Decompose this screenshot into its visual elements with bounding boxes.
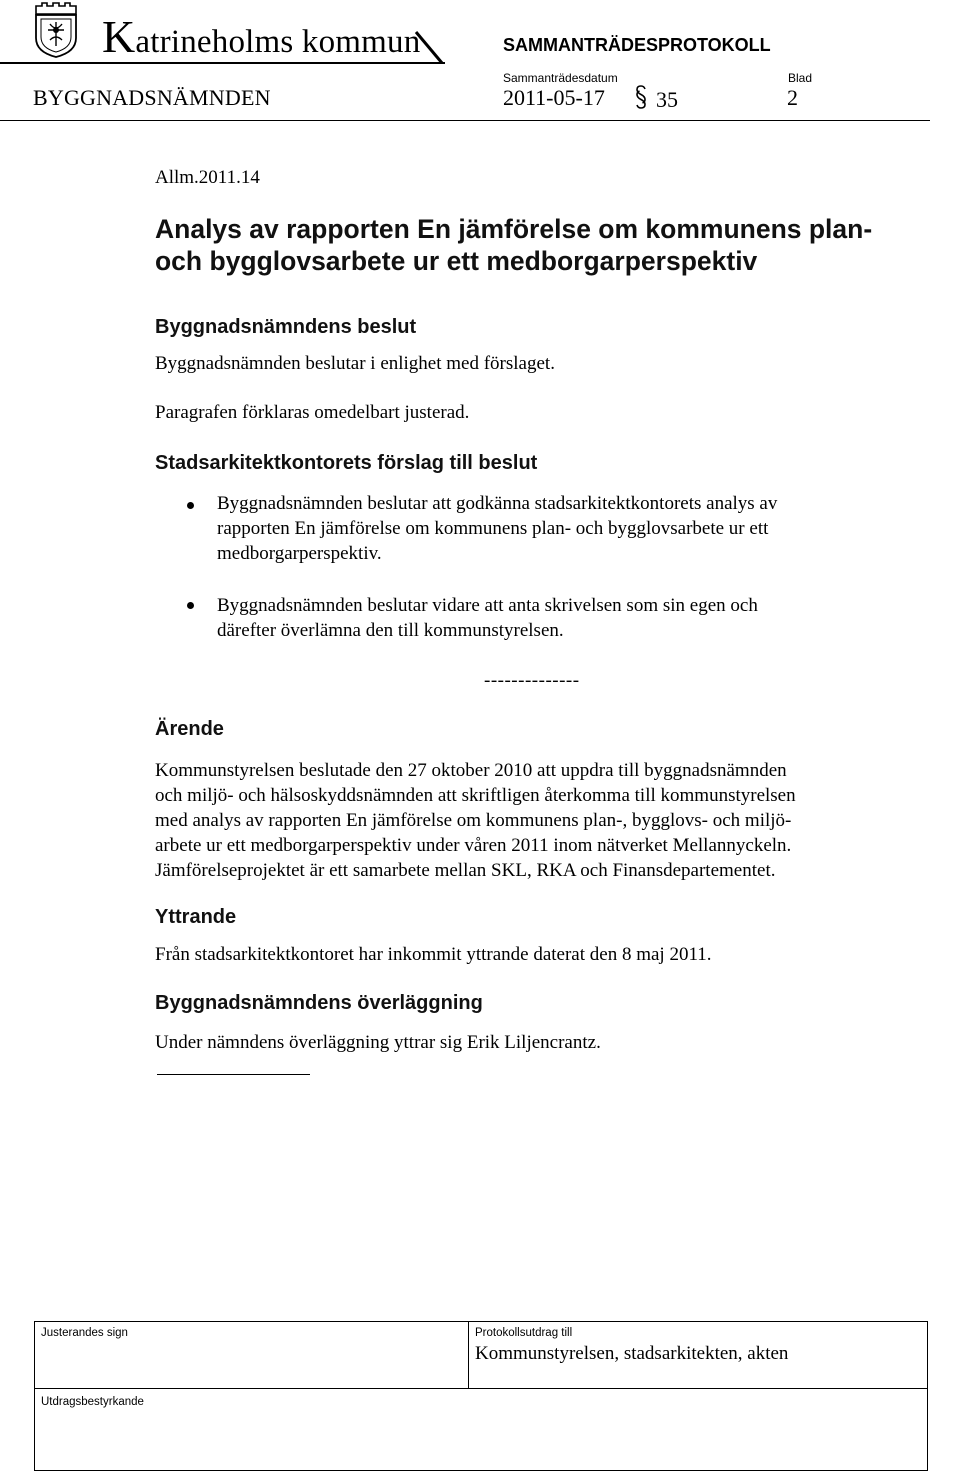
- proposal-heading: Stadsarkitektkontorets förslag till beslut: [155, 452, 538, 474]
- title-line: Analys av rapporten En jämförelse om kommunens plan-: [155, 214, 873, 244]
- justerad-text: Paragrafen förklaras omedelbart justerad.: [155, 402, 470, 423]
- page-label: Blad: [788, 71, 813, 85]
- arende-text: [155, 758, 796, 883]
- footer-divider: [35, 1388, 927, 1389]
- header-rule-bottom: [0, 120, 930, 121]
- logo-slash-mark: [414, 30, 444, 66]
- section-sign-icon: [634, 85, 648, 109]
- arende-heading: Ärende: [155, 718, 224, 740]
- protokollsutdrag-label: Protokollsutdrag till: [475, 1327, 573, 1339]
- bullet-icon: [187, 502, 194, 509]
- footer-table: [34, 1321, 928, 1471]
- organization-name-rest: atrineholms kommun: [135, 24, 421, 60]
- paragraph-number: 35: [656, 87, 678, 112]
- meeting-date: 2011-05-17: [503, 85, 605, 110]
- end-rule: [157, 1074, 310, 1075]
- header-rule-top: [0, 62, 445, 64]
- bullet-line: Byggnadsnämnden beslutar vidare att anta skrivelsen som sin egen och: [217, 595, 758, 616]
- arende-line: Jämförelseprojektet är ett samarbete mellan SKL, RKA och Finansdepartementet.: [155, 860, 776, 881]
- arende-line: och miljö- och hälsoskyddsnämnden att skriftligen återkomma till kommunstyrelsen: [155, 785, 796, 806]
- footer-divider: [468, 1322, 469, 1388]
- proposal-bullet-1: [217, 491, 777, 566]
- bullet-line: därefter överlämna den till kommunstyrelsen.: [217, 620, 564, 641]
- proposal-bullet-2: [217, 593, 758, 643]
- bullet-icon: [187, 602, 194, 609]
- overlaggning-heading: Byggnadsnämndens överläggning: [155, 992, 483, 1014]
- bullet-line: rapporten En jämförelse om kommunens plan- och bygglovsarbete ur ett: [217, 518, 769, 539]
- bullet-line: medborgarperspektiv.: [217, 543, 382, 564]
- organization-name: [102, 11, 421, 62]
- separator: --------------: [484, 670, 580, 691]
- title-line: och bygglovsarbete ur ett medborgarperspektiv: [155, 246, 758, 276]
- coat-of-arms-icon: [33, 2, 79, 58]
- overlaggning-text: Under nämndens överläggning yttrar sig Erik Liljencrantz.: [155, 1032, 601, 1053]
- protokollsutdrag-value: Kommunstyrelsen, stadsarkitekten, akten: [475, 1343, 789, 1364]
- committee-name: BYGGNADSNÄMNDEN: [33, 85, 271, 110]
- yttrande-text: Från stadsarkitektkontoret har inkommit yttrande daterat den 8 maj 2011.: [155, 944, 712, 965]
- decision-heading: Byggnadsnämndens beslut: [155, 316, 417, 338]
- utdragsbestyrkande-label: Utdragsbestyrkande: [41, 1396, 144, 1408]
- arende-line: Kommunstyrelsen beslutade den 27 oktober 2010 att uppdra till byggnadsnämnden: [155, 760, 787, 781]
- case-reference: Allm.2011.14: [155, 167, 260, 188]
- protocol-title: SAMMANTRÄDESPROTOKOLL: [503, 35, 771, 55]
- page-title: [155, 213, 872, 277]
- page-number: 2: [787, 85, 798, 110]
- justerandes-sign-label: Justerandes sign: [41, 1327, 128, 1339]
- arende-line: arbete ur ett medborgarperspektiv under våren 2011 inom nätverket Mellannyckeln.: [155, 835, 792, 856]
- yttrande-heading: Yttrande: [155, 906, 237, 928]
- organization-initial: K: [102, 11, 136, 62]
- meeting-date-label: Sammanträdesdatum: [503, 71, 618, 85]
- decision-text: Byggnadsnämnden beslutar i enlighet med förslaget.: [155, 353, 555, 374]
- arende-line: med analys av rapporten En jämförelse om kommunens plan-, bygglovs- och miljö-: [155, 810, 792, 831]
- bullet-line: Byggnadsnämnden beslutar att godkänna stadsarkitektkontorets analys av: [217, 493, 778, 514]
